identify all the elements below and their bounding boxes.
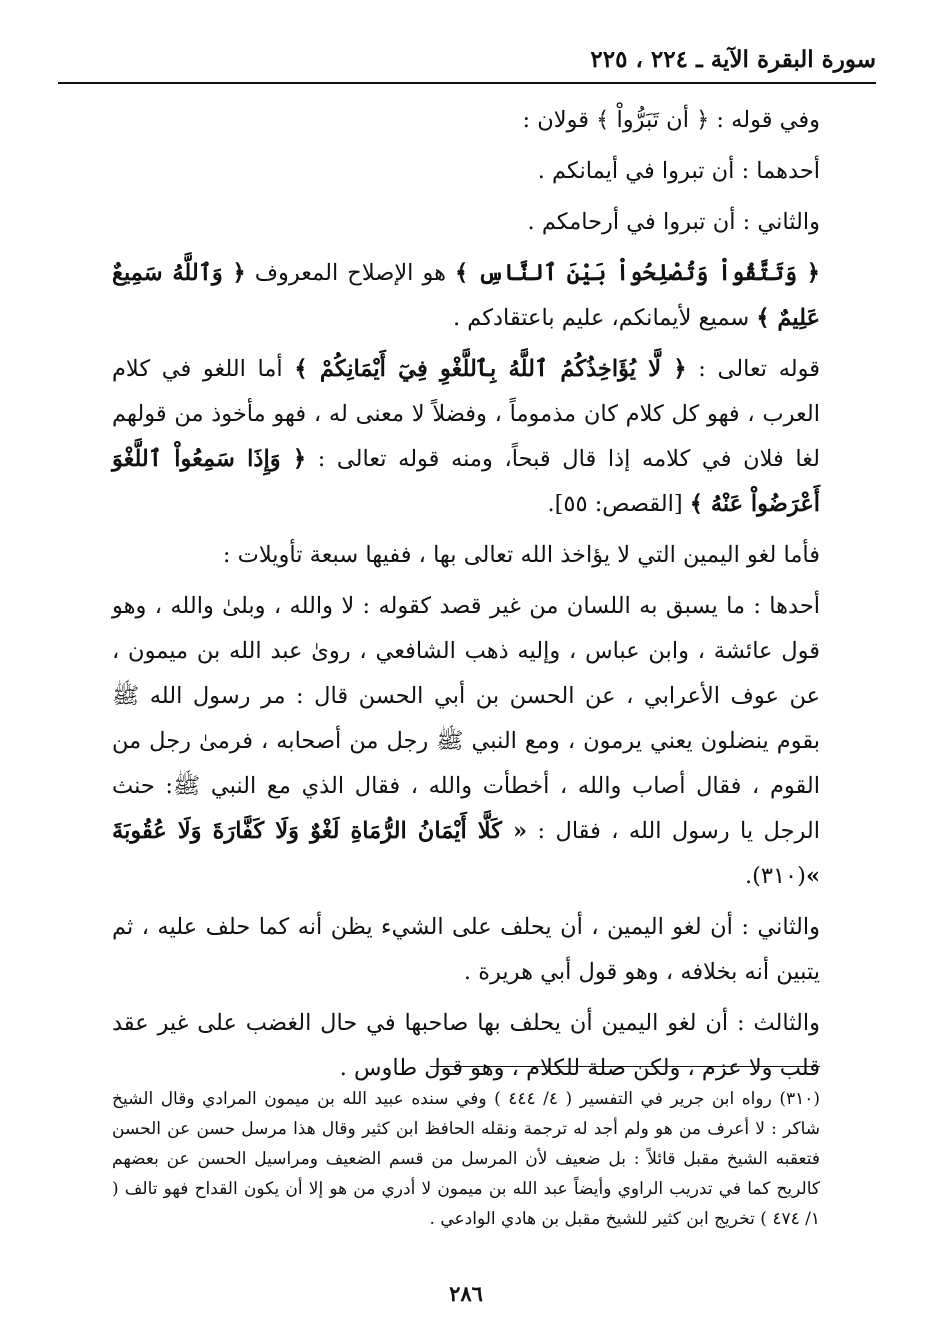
main-text	[112, 98, 820, 1097]
paragraph-text: أحدها : ما يسبق به اللسان من غير قصد كقوله : لا والله ، وبلىٰ والله ، وهو قول عائشة ، وابن عباس ، وإليه ذهب الشافعي ، روىٰ عبد الله بن ميمون ، عن عوف الأعرابي ، عن الحسن بن أبي الحسن قال : مر رسول الله ﷺ بقوم ينضلون يعني يرمون ، ومع النبي ﷺ رجل من أصحابه ، فرمىٰ رجل من القوم ، فقال أصاب والله ، أخطأت والله ، فقال الذي مع النبي ﷺ: حنث الرجل يا رسول الله ، فقال :	[112, 593, 820, 844]
paragraph-1: وفي قوله : ﴿ أن تَبَرُّواْ ﴾ قولان :	[522, 107, 820, 133]
paragraph-text: أما اللغو في كلام العرب ، فهو كل كلام كان مذموماً ، وفضلاً لا معنى له ، فهو مأخوذ من قولهم لغا فلان في كلامه إذا قال قبحاً، ومنه قوله تعالى :	[112, 356, 820, 472]
quran-quote: ﴿ وَتَتَّقُواْ وَتُصْلِحُواْ بَيْنَ ٱلنَّاسِ ﴾	[455, 260, 820, 286]
paragraph-9: والثالث : أن لغو اليمين أن يحلف بها صاحبها في حال الغضب على غير عقد قلب ولا عزم ، ولكن صلة للكلام ، وهو قول طاوس .	[112, 1010, 820, 1081]
running-title: سورة البقرة الآية ـ ٢٢٤ ، ٢٢٥	[590, 46, 876, 73]
quran-quote: ﴿ وَإِذَا سَمِعُواْ ٱللَّغْوَ أَعْرَضُواْ عَنْهُ ﴾	[112, 446, 820, 517]
paragraph-2: أحدهما : أن تبروا في أيمانكم .	[537, 158, 820, 184]
paragraph-4	[112, 251, 820, 341]
paragraph-8: والثاني : أن لغو اليمين ، أن يحلف على الشيء يظن أنه كما حلف عليه ، ثم يتبين أنه بخلافه ، وهو قول أبي هريرة .	[112, 914, 820, 985]
paragraph-text: [القصص: ٥٥].	[547, 491, 690, 517]
paragraph-7	[112, 584, 820, 899]
paragraph-text: قوله تعالى :	[686, 356, 820, 382]
footnote: (٣١٠) رواه ابن جرير في التفسير ( ٤/ ٤٤٤ ) وفي سنده عبيد الله بن ميمون المرادي وقال الشيخ شاكر : لا أعرف من هو ولم أجد له ترجمة ونقله الحافظ ابن كثير وقال هذا مرسل حسن عن الحسن فتعقبه الشيخ مقبل قائلاً : بل ضعيف لأن المرسل من قسم الضعيف ومراسيل الحسن عن بعضهم كالريح كما في تدريب الراوي وأيضاً عبد الله بن ميمون لا أدري من هو إلا أن يكون القداح فهو تالف ( ١/ ٤٧٤ ) تخريج ابن كثير للشيخ مقبل بن هادي الوادعي .	[112, 1089, 821, 1229]
paragraph-text: هو الإصلاح المعروف	[245, 260, 455, 286]
hadith-quote: « كَلَّا أَيْمَانُ الرُّمَاةِ لَغْوٌ وَلَا كَفَّارَةَ وَلَا عُقُوبَةَ »	[112, 818, 820, 889]
quran-quote: ﴿ وَٱللَّهُ سَمِيعٌ عَلِيمٌ ﴾	[112, 260, 820, 331]
paragraph-text: سميع لأيمانكم، عليم باعتقادكم .	[453, 305, 757, 331]
footnote-divider	[430, 1066, 820, 1067]
page-header	[58, 40, 876, 84]
paragraph-3: والثاني : أن تبروا في أرحامكم .	[527, 209, 820, 235]
footnote-reference: (٣١٠).	[744, 863, 806, 889]
paragraph-5	[112, 347, 820, 527]
page-number: ٢٨٦	[449, 1281, 483, 1306]
quran-quote: ﴿ لَّا يُؤَاخِذُكُمُ ٱللَّهُ بِٱللَّغْوِ فِيٓ أَيْمَانِكُمْ ﴾	[294, 356, 687, 382]
paragraph-6: فأما لغو اليمين التي لا يؤاخذ الله تعالى بها ، ففيها سبعة تأويلات :	[222, 542, 820, 568]
